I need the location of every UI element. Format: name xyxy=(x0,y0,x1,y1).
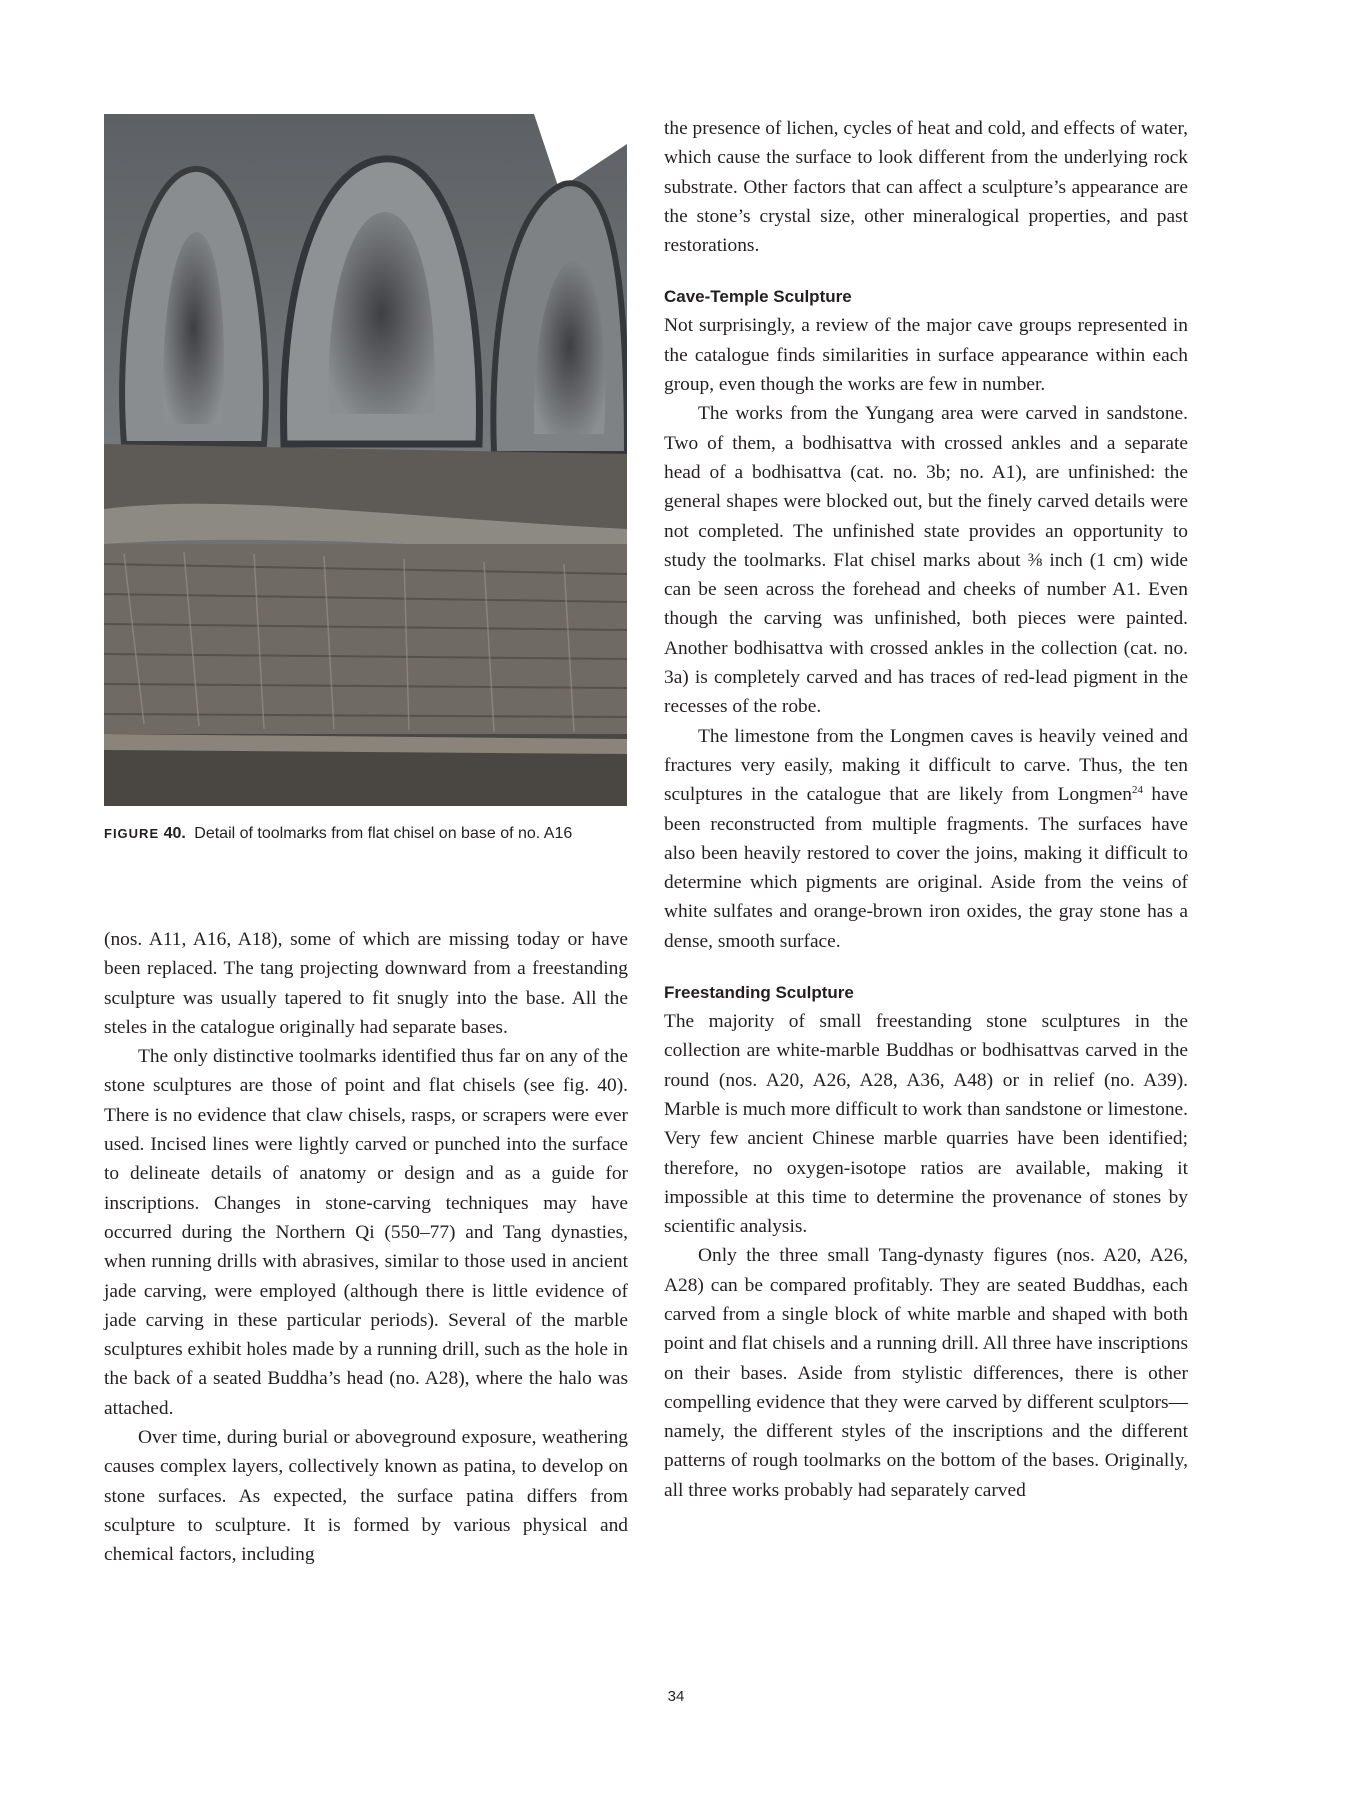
page-number: 34 xyxy=(667,1688,685,1705)
section-heading-cave-temple: Cave-Temple Sculpture xyxy=(664,287,852,307)
figure-number: 40. xyxy=(163,825,186,842)
freestanding-paragraph-1: The majority of small freestanding stone sculptures in the collection are white-marble Buddhas or bodhisattvas carved in the round (nos. A20, A26, A28, A36, A48) or in relief (no. A39). Marble is much more difficult to work than sandstone or limestone. Very few ancient Chinese marble quarries have been identified; therefore, no oxygen-isotope ratios are available, making it impossible at this time to determine the provenance of stones by scientific analysis. xyxy=(664,1011,1188,1238)
right-intro-paragraph: the presence of lichen, cycles of heat and cold, and effects of water, which cause the surface to look different from the underlying rock substrate. Other factors that can affect a sculpture’s appearance are the stone’s crystal size, other mineralogical properties, and past restorations. xyxy=(664,118,1188,257)
left-column xyxy=(104,925,628,1570)
figure-caption-text: Detail of toolmarks from flat chisel on base of no. A16 xyxy=(194,825,573,842)
section-heading-freestanding: Freestanding Sculpture xyxy=(664,983,854,1003)
freestanding-paragraph-2: Only the three small Tang-dynasty figures (nos. A20, A26, A28) can be compared profitably. They are seated Buddhas, each carved from a single block of white marble and shaped with both point and flat chisels and a running drill. All three have inscriptions on their bases. Aside from stylistic differences, there is other compelling evidence that they were carved by different sculptors—namely, the different styles of the inscriptions and the different patterns of rough toolmarks on the bottom of the bases. Originally, all three works probably had separately carved xyxy=(664,1245,1188,1501)
cave-paragraph-1: Not surprisingly, a review of the major cave groups represented in the catalogue finds similarities in surface appearance within each group, even though the works are few in number. xyxy=(664,315,1188,396)
cave-paragraph-2: The works from the Yungang area were carved in sandstone. Two of them, a bodhisattva with crossed ankles and a separate head of a bodhisattva (cat. no. 3b; no. A1), are unfinished: the general shapes were blocked out, but the finely carved details were not completed. The unfinished state provides an opportunity to study the toolmarks. Flat chisel marks about ⅜ inch (1 cm) wide can be seen across the forehead and cheeks of number A1. Even though the carving was unfinished, both pieces were painted. Another bodhisattva with crossed ankles in the collection (cat. no. 3a) is completely carved and has traces of red-lead pigment in the recesses of the robe. xyxy=(664,403,1188,718)
stone-carving-illustration xyxy=(104,114,627,806)
left-paragraph-2: The only distinctive toolmarks identified thus far on any of the stone sculptures are those of point and flat chisels (see fig. 40). There is no evidence that claw chisels, rasps, or scrapers were ever used. Incised lines were lightly carved or punched into the surface to delineate details of anatomy or design and as a guide for inscriptions. Changes in stone-carving techniques may have occurred during the Northern Qi (550–77) and Tang dynasties, when running drills with abrasives, similar to those used in ancient jade carving, were employed (although there is little evidence of jade carving in these particular periods). Several of the marble sculptures exhibit holes made by a running drill, such as the hole in the back of a seated Buddha’s head (no. A28), where the halo was attached. xyxy=(104,1046,628,1419)
figure-caption xyxy=(104,824,644,844)
cave-paragraph-3-start: The limestone from the Longmen caves is heavily veined and fractures very easily, making it difficult to carve. Thus, the ten sculptures in the catalogue that are likely from Longmen xyxy=(664,725,1188,806)
cave-paragraph-3 xyxy=(664,722,1188,956)
right-column xyxy=(664,114,1188,1505)
figure-label: FIGURE xyxy=(104,826,160,841)
figure-photo xyxy=(104,114,627,806)
cave-paragraph-3-end: have been reconstructed from multiple fragments. The surfaces have also been heavily restored to cover the joins, making it difficult to determine which pigments are original. Aside from the veins of white sulfates and orange-brown iron oxides, the gray stone has a dense, smooth surface. xyxy=(664,784,1188,952)
footnote-marker: 24 xyxy=(1131,784,1143,797)
left-paragraph-3: Over time, during burial or aboveground exposure, weathering causes complex layers, collectively known as patina, to develop on stone surfaces. As expected, the surface patina differs from sculpture to sculpture. It is formed by various physical and chemical factors, including xyxy=(104,1427,628,1566)
left-paragraph-1: (nos. A11, A16, A18), some of which are missing today or have been replaced. The tang projecting downward from a freestanding sculpture was usually tapered to fit snugly into the base. All the steles in the catalogue originally had separate bases. xyxy=(104,929,628,1038)
